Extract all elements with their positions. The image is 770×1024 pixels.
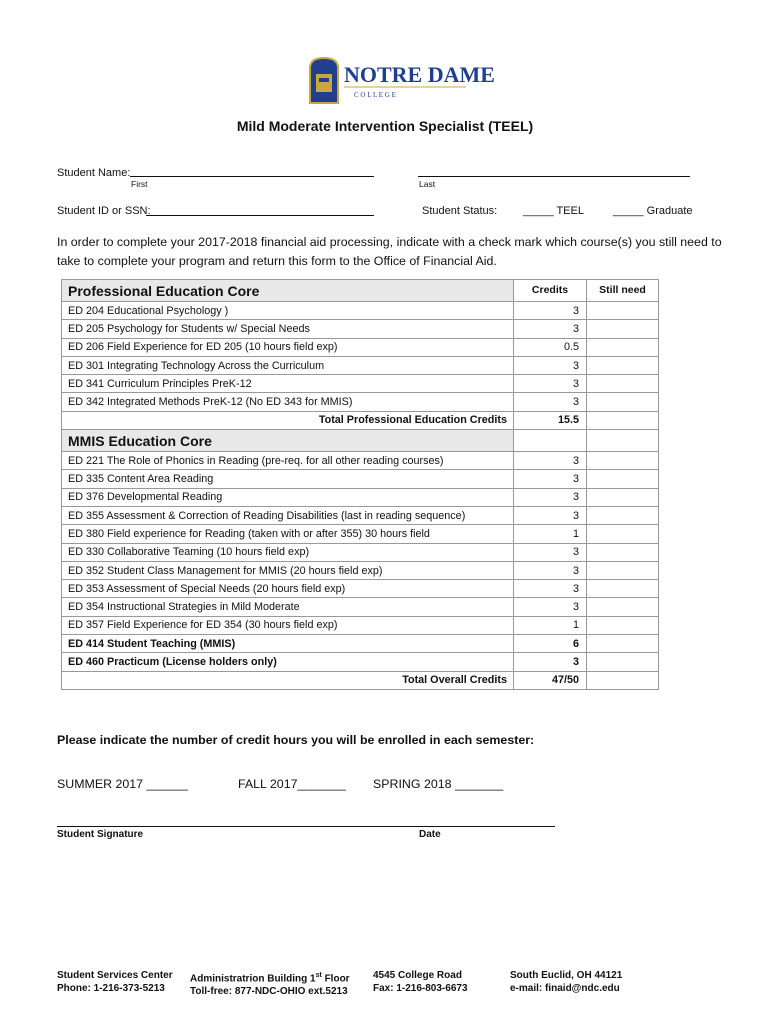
student-id-label: Student ID or SSN:: [57, 205, 151, 217]
still-need-checkbox[interactable]: [587, 543, 659, 561]
table-row: [62, 488, 659, 506]
still-need-checkbox[interactable]: [587, 580, 659, 598]
course-credits: 3: [514, 302, 587, 320]
course-credits: 1: [514, 616, 587, 634]
footer-email: e-mail: finaid@ndc.edu: [510, 982, 620, 994]
table-row: [62, 393, 659, 411]
still-need-checkbox[interactable]: [587, 525, 659, 543]
course-credits: 3: [514, 488, 587, 506]
still-need-checkbox: [587, 411, 659, 429]
footer-building-sup: st: [315, 972, 322, 979]
still-need-checkbox[interactable]: [587, 561, 659, 579]
course-name: ED 330 Collaborative Teaming (10 hours field exp): [62, 543, 514, 561]
course-credits: 1: [514, 525, 587, 543]
course-name: ED 414 Student Teaching (MMIS): [62, 635, 514, 653]
credits-header: Credits: [514, 280, 587, 302]
course-credits: 3: [514, 653, 587, 671]
enrollment-question: Please indicate the number of credit hours you will be enrolled in each semester:: [57, 733, 535, 747]
course-credits: 6: [514, 635, 587, 653]
still-need-checkbox[interactable]: [587, 635, 659, 653]
table-row: [62, 580, 659, 598]
professional-total-row: [62, 411, 659, 429]
table-row: [62, 338, 659, 356]
table-row: [62, 525, 659, 543]
still-need-header: Still need: [587, 280, 659, 302]
table-row: [62, 506, 659, 524]
table-row: [62, 320, 659, 338]
logo-text: NOTRE DAME: [344, 62, 495, 87]
course-name: ED 301 Integrating Technology Across the Curriculum: [62, 356, 514, 374]
fall-field[interactable]: FALL 2017_______: [238, 777, 346, 791]
logo-subtext: C O L L E G E: [354, 91, 396, 99]
course-name: MMIS Education Core: [62, 430, 514, 452]
course-name: ED 204 Educational Psychology ): [62, 302, 514, 320]
footer-student-services: Student Services Center: [57, 970, 173, 981]
course-credits: 3: [514, 598, 587, 616]
first-name-field[interactable]: [130, 176, 374, 177]
signature-line[interactable]: [57, 826, 555, 827]
course-credits: 3: [514, 452, 587, 470]
course-name: ED 205 Psychology for Students w/ Special Needs: [62, 320, 514, 338]
course-credits: 3: [514, 543, 587, 561]
overall-total-row: [62, 671, 659, 689]
form-title: Mild Moderate Intervention Specialist (TEEL): [236, 118, 534, 134]
still-need-checkbox[interactable]: [587, 488, 659, 506]
last-label: Last: [419, 179, 436, 189]
section-title-professional: Professional Education Core: [62, 280, 514, 302]
course-credits: 47/50: [514, 671, 587, 689]
still-need-checkbox[interactable]: [587, 616, 659, 634]
footer-col-building: [190, 970, 350, 998]
course-name: ED 206 Field Experience for ED 205 (10 hours field exp): [62, 338, 514, 356]
course-credits: 3: [514, 561, 587, 579]
still-need-checkbox[interactable]: [587, 598, 659, 616]
table-row: [62, 543, 659, 561]
table-row: [62, 653, 659, 671]
course-name: ED 376 Developmental Reading: [62, 488, 514, 506]
course-credits: 3: [514, 506, 587, 524]
spring-field[interactable]: SPRING 2018 _______: [373, 777, 504, 791]
footer-building-floor: Floor: [321, 973, 350, 985]
course-credits: 3: [514, 375, 587, 393]
course-name: Total Overall Credits: [62, 671, 514, 689]
course-credits: 3: [514, 393, 587, 411]
course-name: ED 335 Content Area Reading: [62, 470, 514, 488]
table-row: [62, 302, 659, 320]
still-need-checkbox[interactable]: [587, 302, 659, 320]
course-credits: 3: [514, 580, 587, 598]
course-name: ED 353 Assessment of Special Needs (20 hours field exp): [62, 580, 514, 598]
footer-phone: Phone: 1-216-373-5213: [57, 982, 165, 994]
student-signature-label: Student Signature: [57, 829, 144, 840]
course-credits: [514, 430, 587, 452]
student-id-field[interactable]: [146, 215, 374, 216]
table-row: [62, 452, 659, 470]
course-credits: 0.5: [514, 338, 587, 356]
footer-fax: Fax: 1-216-803-6673: [373, 982, 468, 994]
section-header-mmis: [62, 430, 659, 452]
still-need-checkbox[interactable]: [587, 338, 659, 356]
course-name: ED 221 The Role of Phonics in Reading (pre-req. for all other reading courses): [62, 452, 514, 470]
footer-city: South Euclid, OH 44121: [510, 970, 623, 981]
table-row: [62, 635, 659, 653]
course-name: ED 352 Student Class Management for MMIS (20 hours field exp): [62, 561, 514, 579]
table-row: [62, 356, 659, 374]
still-need-checkbox[interactable]: [587, 470, 659, 488]
footer-col-address: [373, 970, 468, 995]
footer-address: 4545 College Road: [373, 970, 462, 981]
table-row: [62, 470, 659, 488]
course-name: ED 341 Curriculum Principles PreK-12: [62, 375, 514, 393]
table-row: [62, 598, 659, 616]
course-credits: 3: [514, 356, 587, 374]
course-credits: 3: [514, 320, 587, 338]
course-table: [61, 279, 659, 690]
first-label: First: [131, 179, 148, 189]
footer-building: [190, 970, 350, 986]
teel-option[interactable]: _____ TEEL: [523, 205, 584, 217]
footer-building-text: Administratrion Building 1: [190, 973, 316, 985]
course-name: ED 357 Field Experience for ED 354 (30 hours field exp): [62, 616, 514, 634]
course-name: ED 354 Instructional Strategies in Mild Moderate: [62, 598, 514, 616]
still-need-checkbox[interactable]: [587, 356, 659, 374]
footer-toll-free: Toll-free: 877-NDC-OHIO ext.5213: [190, 985, 348, 997]
still-need-checkbox[interactable]: [587, 393, 659, 411]
table-row: [62, 375, 659, 393]
instructions-text: In order to complete your 2017-2018 financial aid processing, indicate with a check mark which course(s) you still need to take to complete your program and return this form to the Office of Financial Aid.: [57, 235, 722, 268]
course-credits: 3: [514, 470, 587, 488]
last-name-field[interactable]: [418, 176, 690, 177]
course-credits: 15.5: [514, 411, 587, 429]
course-name: Total Professional Education Credits: [62, 411, 514, 429]
still-need-checkbox[interactable]: [587, 320, 659, 338]
graduate-option[interactable]: _____ Graduate: [613, 205, 693, 217]
table-row: [62, 561, 659, 579]
footer-col-city: [510, 970, 622, 995]
student-status-label: Student Status:: [422, 205, 498, 217]
student-name-label: Student Name:: [57, 167, 131, 179]
course-name: ED 342 Integrated Methods PreK-12 (No ED 343 for MMIS): [62, 393, 514, 411]
table-header-row: [62, 280, 659, 302]
table-row: [62, 616, 659, 634]
still-need-checkbox[interactable]: [587, 653, 659, 671]
still-need-checkbox[interactable]: [587, 506, 659, 524]
still-need-checkbox: [587, 671, 659, 689]
course-name: ED 355 Assessment & Correction of Reading Disabilities (last in reading sequence): [62, 506, 514, 524]
summer-field[interactable]: SUMMER 2017 ______: [57, 777, 188, 791]
still-need-checkbox[interactable]: [587, 452, 659, 470]
course-name: ED 460 Practicum (License holders only): [62, 653, 514, 671]
still-need-checkbox: [587, 430, 659, 452]
date-label: Date: [419, 829, 441, 840]
footer-col-student-services: [57, 970, 173, 995]
still-need-checkbox[interactable]: [587, 375, 659, 393]
college-logo: [308, 56, 495, 104]
course-name: ED 380 Field experience for Reading (taken with or after 355) 30 hours field: [62, 525, 514, 543]
